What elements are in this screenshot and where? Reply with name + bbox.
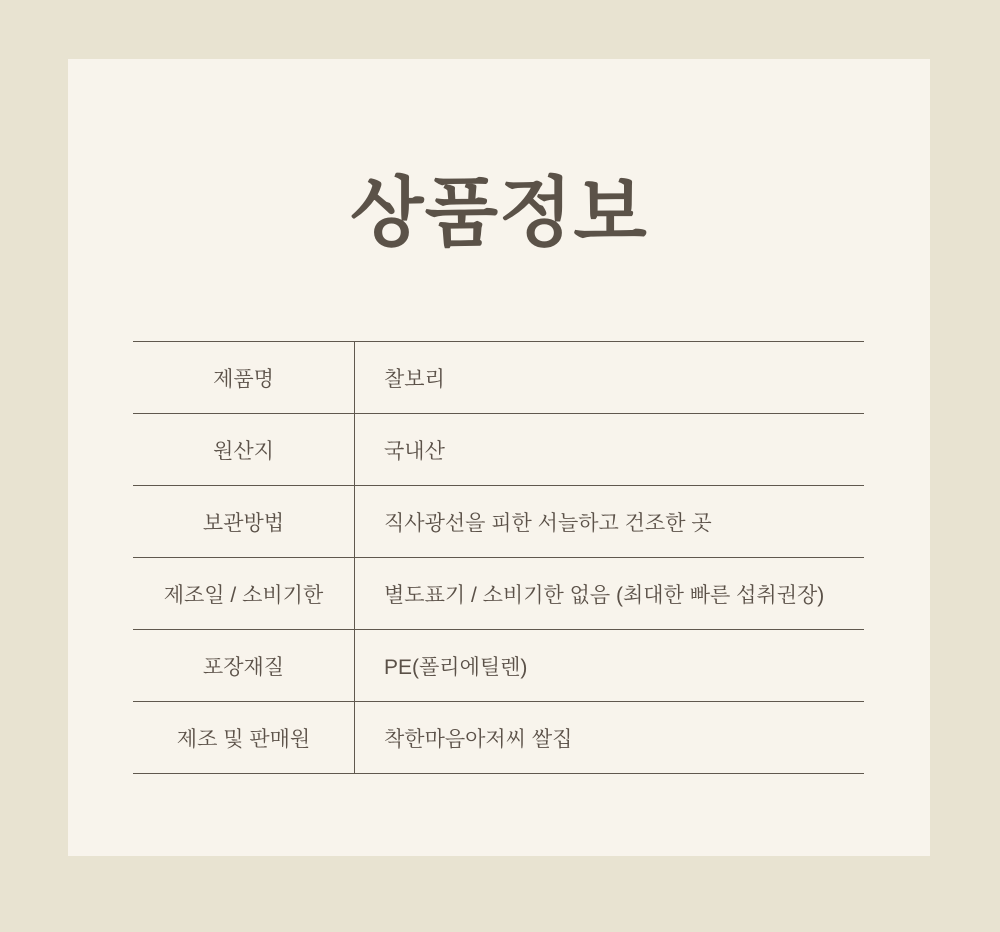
row-value: 국내산 [384, 439, 445, 463]
product-info-table [133, 341, 864, 774]
row-label: 제품명 [133, 342, 355, 413]
row-label: 포장재질 [133, 630, 355, 701]
row-label: 보관방법 [133, 486, 355, 557]
table-row-product-name [133, 341, 864, 413]
row-value: PE(폴리에틸렌) [384, 655, 528, 679]
table-row-dates [133, 557, 864, 629]
row-label: 원산지 [133, 414, 355, 485]
table-row-packaging [133, 629, 864, 701]
row-value: 착한마음아저씨 쌀집 [384, 727, 573, 751]
product-info-card [68, 59, 930, 856]
table-row-storage [133, 485, 864, 557]
page-title: 상품정보 [350, 171, 648, 256]
table-row-origin [133, 413, 864, 485]
row-value: 별도표기 / 소비기한 없음 (최대한 빠른 섭취권장) [384, 583, 825, 607]
row-label: 제조 및 판매원 [133, 702, 355, 773]
row-label: 제조일 / 소비기한 [133, 558, 355, 629]
row-value: 직사광선을 피한 서늘하고 건조한 곳 [384, 511, 712, 535]
row-value: 찰보리 [384, 367, 445, 391]
table-row-manufacturer [133, 701, 864, 773]
